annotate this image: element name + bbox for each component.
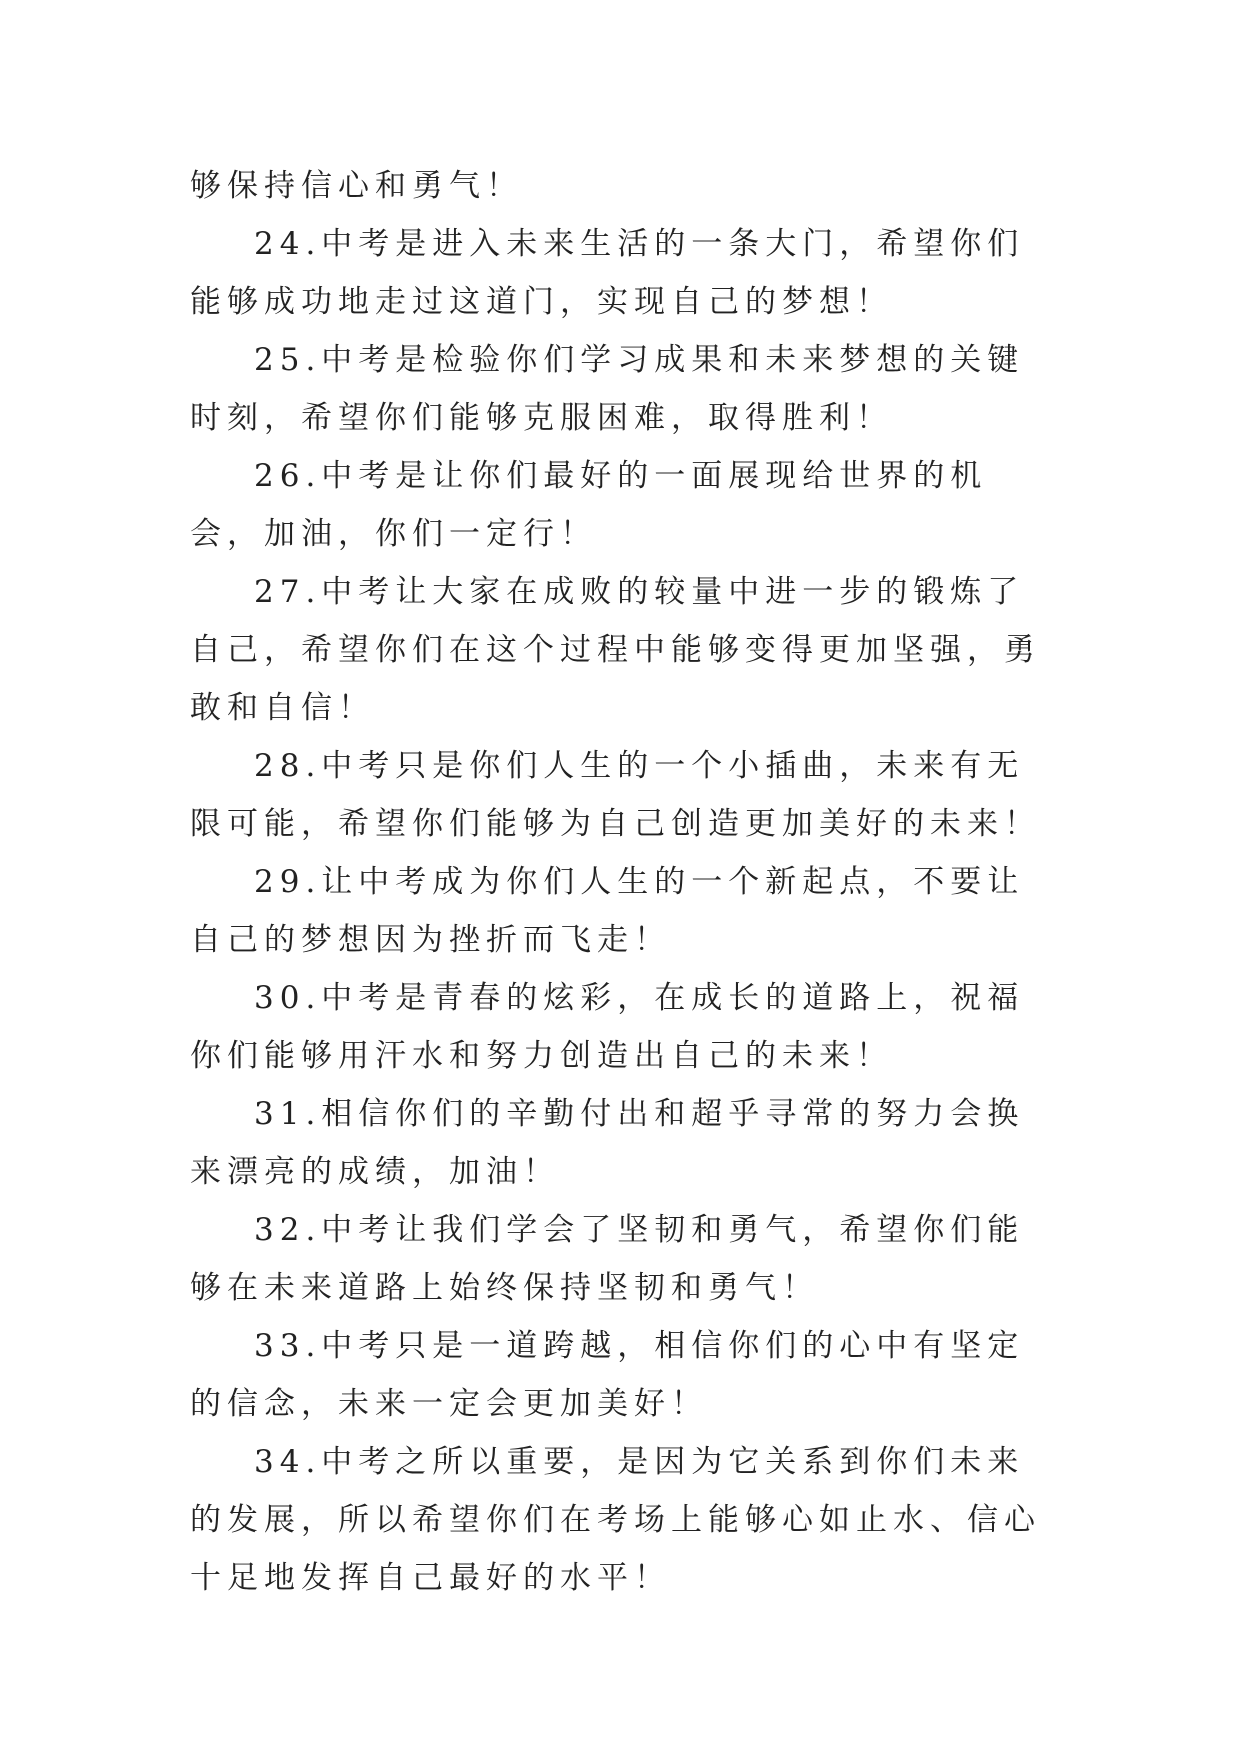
paragraph-item-29: 29.让中考成为你们人生的一个新起点，不要让自己的梦想因为挫折而飞走！	[190, 864, 1025, 958]
paragraph-item-33: 33.中考只是一道跨越，相信你们的心中有坚定的信念，未来一定会更加美好！	[190, 1328, 1025, 1422]
paragraph-item-28: 28.中考只是你们人生的一个小插曲，未来有无限可能，希望你们能够为自己创造更加美好的未来！	[190, 748, 1041, 842]
paragraph-item-26: 26.中考是让你们最好的一面展现给世界的机会，加油，你们一定行！	[190, 458, 988, 552]
paragraph-item-31: 31.相信你们的辛勤付出和超乎寻常的努力会换来漂亮的成绩，加油！	[190, 1096, 1025, 1190]
paragraph-item-27: 27.中考让大家在成败的较量中进一步的锻炼了自己，希望你们在这个过程中能够变得更加坚强，勇敢和自信！	[190, 574, 1041, 726]
paragraph-item-25: 25.中考是检验你们学习成果和未来梦想的关键时刻，希望你们能够克服困难，取得胜利！	[190, 342, 1025, 436]
document-body	[190, 157, 1060, 1607]
paragraph-item-30: 30.中考是青春的炫彩，在成长的道路上，祝福你们能够用汗水和努力创造出自己的未来！	[190, 980, 1025, 1074]
paragraph-item-24: 24.中考是进入未来生活的一条大门，希望你们能够成功地走过这道门，实现自己的梦想！	[190, 226, 1025, 320]
paragraph-item-32: 32.中考让我们学会了坚韧和勇气，希望你们能够在未来道路上始终保持坚韧和勇气！	[190, 1212, 1025, 1306]
paragraph-continuation: 够保持信心和勇气！	[190, 168, 523, 204]
paragraph-item-34: 34.中考之所以重要，是因为它关系到你们未来的发展，所以希望你们在考场上能够心如止水、信心十足地发挥自己最好的水平！	[190, 1444, 1041, 1596]
